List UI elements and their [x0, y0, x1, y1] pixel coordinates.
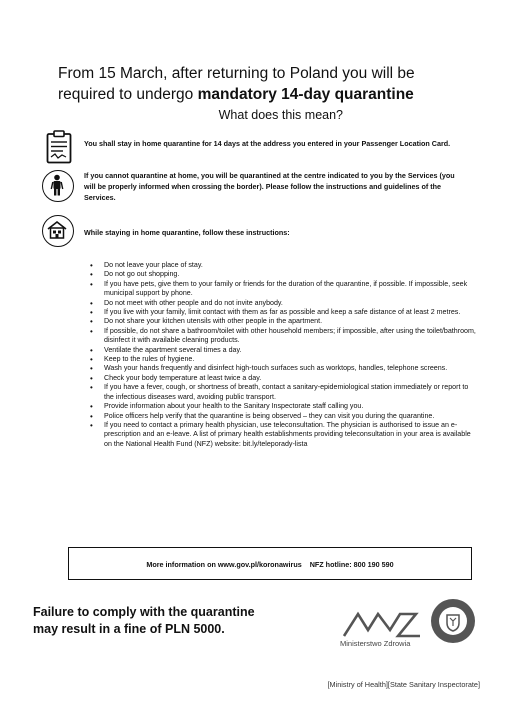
- nfz-hotline: NFZ hotline: 800 190 590: [309, 560, 394, 569]
- footer-credits: [Ministry of Health][State Sanitary Inspectorate]: [327, 680, 480, 689]
- bullet-icon: •: [90, 261, 93, 270]
- bullet-icon: •: [90, 279, 93, 289]
- bullet-icon: •: [90, 326, 93, 336]
- bullet-icon: •: [90, 383, 93, 393]
- bullet-icon: •: [90, 355, 93, 365]
- bullet-icon: •: [90, 317, 93, 327]
- sanitary-inspectorate-seal: [430, 598, 476, 644]
- title-line-2-prefix: required to undergo: [58, 86, 198, 103]
- list-item: • Police officers help verify that the quarantine is being observed – they can visit you during the quarantine.: [90, 411, 435, 421]
- list-item: • Ventilate the apartment several times a day.: [90, 345, 242, 355]
- list-item: • Do not share your kitchen utensils with other people in the apartment.: [90, 317, 323, 327]
- bullet-icon: •: [90, 364, 93, 374]
- person-icon: [42, 170, 74, 202]
- page-title: [58, 63, 478, 105]
- info-text-instructions: While staying in home quarantine, follow these instructions:: [84, 228, 290, 237]
- page-subtitle: What does this mean?: [218, 108, 343, 122]
- list-item: • If possible, do not share a bathroom/toilet with other household members; if impossible, after using the toilet/bathroom, disinfect it with available cleaning products.: [90, 326, 476, 345]
- bullet-icon: •: [90, 308, 93, 318]
- bullet-icon: •: [90, 373, 93, 383]
- list-item: • If you need to contact a primary health physician, use teleconsultation. The physician is authorised to issue an e-prescription and an e-leave. A list of primary health establishments providing teleconsultation in your area is available on the National Health Fund (NFZ) website: bit.ly/teleporady-lista: [90, 420, 471, 448]
- bullet-icon: •: [90, 270, 93, 280]
- bullet-icon: •: [90, 298, 93, 308]
- list-item: • Wash your hands frequently and disinfect high-touch surfaces such as worktops, handles, telephone screens.: [90, 364, 448, 374]
- more-info-website: More information on www.gov.pl/koronawirus: [146, 560, 302, 569]
- list-item: • Check your body temperature at least twice a day.: [90, 373, 262, 383]
- bullet-icon: •: [90, 420, 93, 430]
- list-item: • If you have a fever, cough, or shortness of breath, contact a sanitary-epidemiological station immediately or report to the infectious diseases ward, avoiding public transport.: [90, 383, 469, 401]
- info-text-centre: If you cannot quarantine at home, you will be quarantined at the centre indicated to you by the Services (you will be properly informed when crossing the border). Please follow the instructions and guidelines of the Services.: [84, 171, 455, 202]
- title-line-2: [58, 84, 478, 105]
- fine-warning: Failure to comply with the quarantine may result in a fine of PLN 5000.: [33, 605, 255, 636]
- list-item: • Provide information about your health to the Sanitary Inspectorate staff calling you.: [90, 402, 364, 412]
- list-item: • If you have pets, give them to your family or friends for the duration of the quarantine, if possible. If impossible, seek municipal support by phone.: [90, 279, 468, 298]
- bullet-icon: •: [90, 345, 93, 355]
- title-emphasis: mandatory 14-day quarantine: [197, 86, 414, 103]
- ministry-name: Ministerstwo Zdrowia: [340, 639, 411, 648]
- clipboard-icon: [46, 130, 72, 164]
- list-item: • Do not meet with other people and do not invite anybody.: [90, 298, 283, 308]
- bullet-icon: •: [90, 411, 93, 421]
- instructions-list: [90, 261, 480, 449]
- list-item: • If you live with your family, limit contact with them as far as possible and keep a safe distance of at least 2 metres.: [90, 308, 461, 318]
- list-item: • Keep to the rules of hygiene.: [90, 355, 195, 365]
- house-icon: [42, 215, 74, 247]
- title-line-1: From 15 March, after returning to Poland you will be: [58, 65, 415, 82]
- info-text-address: You shall stay in home quarantine for 14 days at the address you entered in your Passenger Location Card.: [84, 139, 451, 148]
- more-info-box: [68, 547, 472, 580]
- bullet-icon: •: [90, 402, 93, 412]
- list-item: • Do not go out shopping.: [90, 270, 180, 280]
- list-item: • Do not leave your place of stay.: [90, 261, 203, 270]
